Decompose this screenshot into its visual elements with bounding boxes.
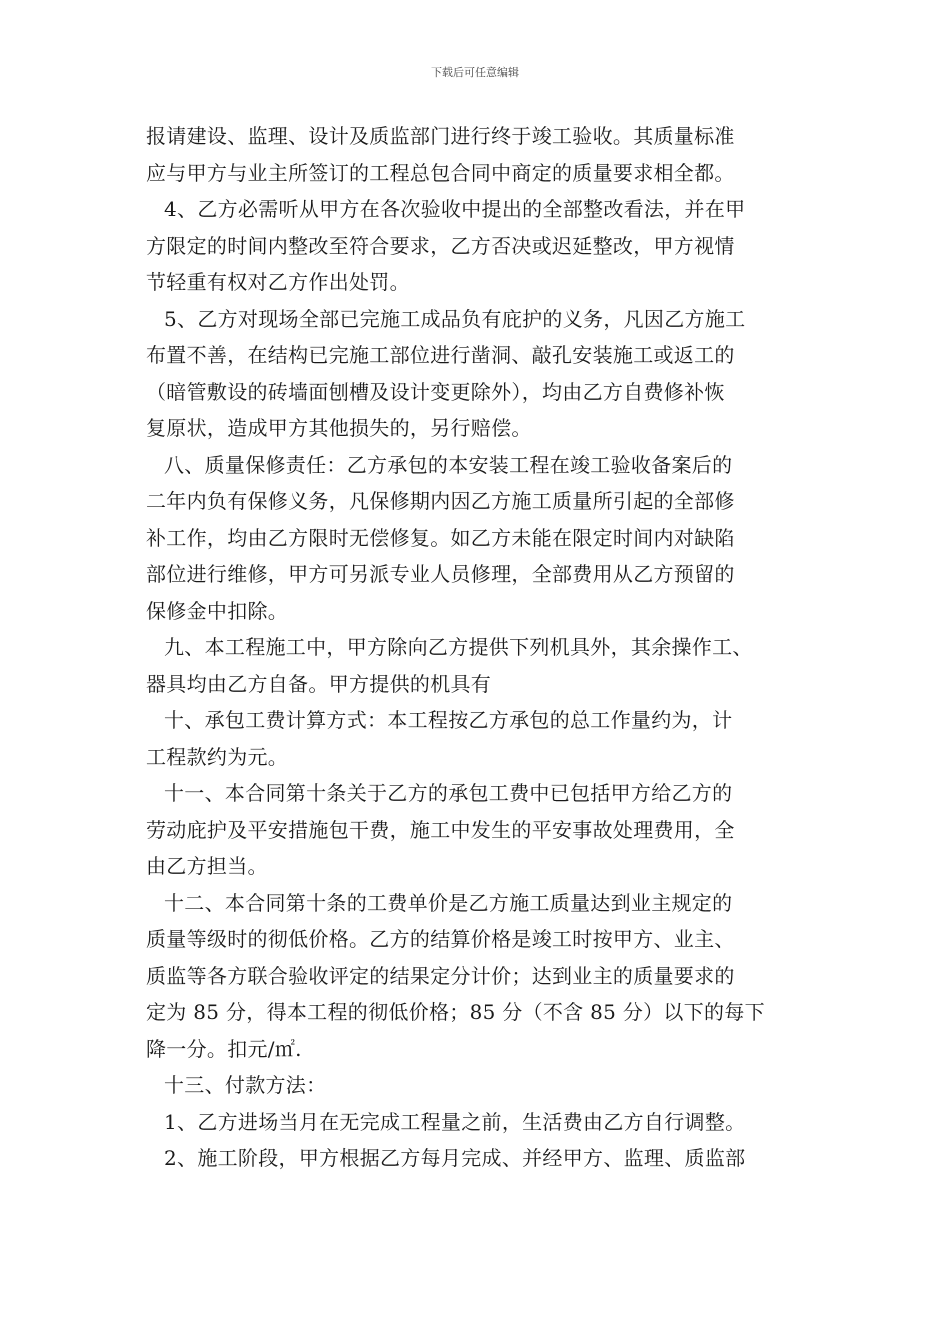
text-line: 工程款约为元。: [146, 744, 289, 769]
text-line: 报请建设、监理、设计及质监部门进行终于竣工验收。其质量标准: [146, 124, 735, 148]
text-line: 布置不善，在结构已完施工部位进行凿洞、敲孔安装施工或返工的: [146, 343, 735, 367]
text-line: 复原状，造成甲方其他损失的，另行赔偿。: [146, 416, 532, 440]
text-line: 补工作，均由乙方限时无偿修复。如乙方未能在限定时间内对缺陷: [146, 525, 735, 550]
text-line: （暗管敷设的砖墙面刨槽及设计变更除外），均由乙方自费修补恢: [146, 379, 725, 404]
document-body: [146, 118, 810, 1177]
text-line: 九、本工程施工中，甲方除向乙方提供下列机具外，其余操作工、: [164, 635, 753, 659]
text-line: 部位进行维修，甲方可另派专业人员修理，全部费用从乙方预留的: [146, 562, 735, 586]
text-line: 二年内负有保修义务，凡保修期内因乙方施工质量所引起的全部修: [146, 489, 735, 513]
text-line: 4、乙方必需听从甲方在各次验收中提出的全部整改看法，并在甲: [164, 197, 746, 221]
text-line: 1、乙方进场当月在无完成工程量之前，生活费由乙方自行调整。: [164, 1109, 746, 1134]
text-line: 质监等各方联合验收评定的结果定分计价；达到业主的质量要求的: [146, 963, 735, 988]
text-line: 5、乙方对现场全部已完施工成品负有庇护的义务，凡因乙方施工: [164, 306, 746, 331]
text-line: 十二、本合同第十条的工费单价是乙方施工质量达到业主规定的: [164, 890, 733, 915]
page-header: 下载后可任意编辑: [431, 66, 519, 79]
text-line: 2、施工阶段，甲方根据乙方每月完成、并经甲方、监理、质监部: [164, 1146, 746, 1170]
text-line: 保修金中扣除。: [146, 598, 289, 623]
text-line: 定为 85 分，得本工程的彻低价格；85 分（不含 85 分）以下的每下: [146, 1000, 765, 1024]
text-line: 劳动庇护及平安措施包干费，施工中发生的平安事故处理费用，全: [146, 817, 735, 842]
text-line: 降一分。扣元/㎡.: [146, 1036, 302, 1061]
text-line: 由乙方担当。: [146, 854, 268, 878]
text-line: 应与甲方与业主所签订的工程总包合同中商定的质量要求相全都。: [146, 160, 735, 185]
text-line: 器具均由乙方自备。甲方提供的机具有: [146, 671, 492, 696]
text-line: 十一、本合同第十条关于乙方的承包工费中已包括甲方给乙方的: [164, 781, 733, 805]
text-line: 方限定的时间内整改至符合要求，乙方否决或迟延整改，甲方视情: [146, 233, 735, 258]
text-line: 质量等级时的彻低价格。乙方的结算价格是竣工时按甲方、业主、: [146, 927, 735, 951]
text-line: 节轻重有权对乙方作出处罚。: [146, 270, 410, 294]
text-line: 十三、付款方法：: [164, 1073, 327, 1097]
text-line: 八、质量保修责任：乙方承包的本安装工程在竣工验收备案后的: [164, 452, 733, 477]
text-line: 十、承包工费计算方式：本工程按乙方承包的总工作量约为，计: [164, 708, 733, 732]
